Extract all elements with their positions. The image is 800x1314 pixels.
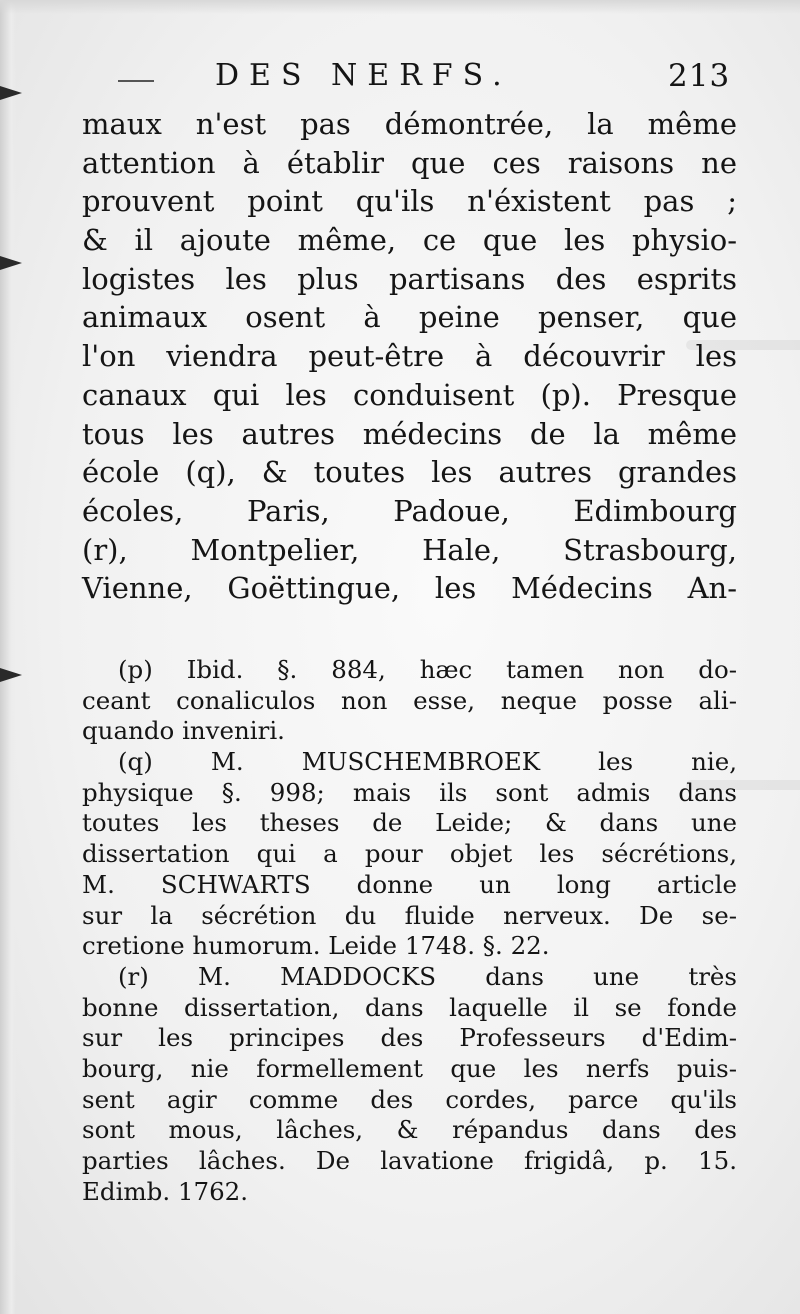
page-header [0,58,800,98]
footnote-line: cretione humorum. Leide 1748. §. 22. [82,931,550,961]
text-line: canaux qui les conduisent (p). Presque [82,377,737,412]
text-line: (r), Montpelier, Hale, Strasbourg, [82,532,737,567]
footnote-line: bonne dissertation, dans laquelle il se fonde [82,992,737,1022]
footnote-line: dissertation qui a pour objet les sécrétions, [82,839,737,869]
text-line: Vienne, Goëttingue, les Médecins An- [82,571,737,606]
footnote-line: parties lâches. De lavatione frigidâ, p. 15. [82,1146,737,1175]
text-line: école (q), & toutes les autres grandes [82,455,737,490]
page-number: 213 [668,58,731,94]
page-top-edge-shadow [0,0,800,14]
footnote-line: ceant conaliculos non esse, neque posse ali- [82,685,737,715]
text-line: l'on viendra peut-être à découvrir les [82,339,737,374]
footnotes [82,655,737,1207]
text-line: prouvent point qu'ils n'éxistent pas ; [82,184,737,219]
text-line: écoles, Paris, Padoue, Edimbourg [82,493,737,528]
footnote-line: M. SCHWARTS donne un long article [82,869,737,899]
running-title: DES NERFS. [215,58,512,93]
text-line: & il ajoute même, ce que les physio- [82,223,737,258]
text-line: logistes les plus partisans des esprits [82,261,737,296]
footnote-line: bourg, nie formellement que les nerfs puis- [82,1053,737,1083]
page-left-edge-shadow [0,0,16,1314]
footnote-line: (p) Ibid. §. 884, hæc tamen non do- [118,655,737,684]
footnote-line: (q) M. MUSCHEMBROEK les nie, [118,747,737,777]
footnote-line: sont mous, lâches, & répandus dans des [82,1115,737,1145]
main-text [82,105,737,608]
footnote-line: (r) M. MADDOCKS dans une très [118,961,737,991]
footnote-line: Edimb. 1762. [82,1176,249,1206]
text-line: maux n'est pas démontrée, la même [82,107,737,141]
footnote-line: quando inveniri. [82,716,285,746]
footnote-line: sent agir comme des cordes, parce qu'ils [82,1084,737,1114]
footnote-line: toutes les theses de Leide; & dans une [82,808,737,838]
text-line: attention à établir que ces raisons ne [82,145,737,180]
footnote-line: sur la sécrétion du fluide nerveux. De se- [82,900,737,930]
footnote-line: physique §. 998; mais ils sont admis dans [82,777,737,807]
header-rule [118,80,154,82]
text-line: animaux osent à peine penser, que [82,300,737,335]
footnote-line: sur les principes des Professeurs d'Edim- [82,1023,737,1053]
text-line: tous les autres médecins de la même [82,416,737,451]
